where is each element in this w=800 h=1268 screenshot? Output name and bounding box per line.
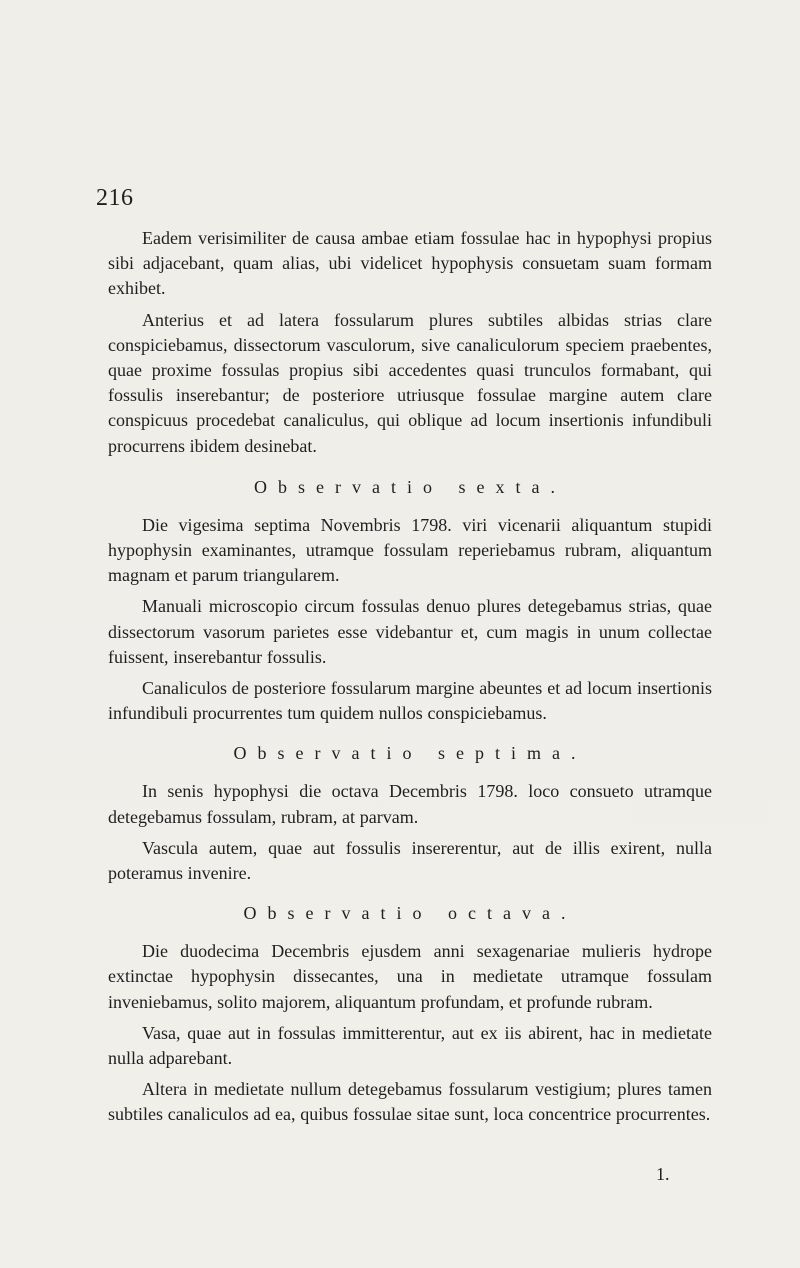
paragraph-5: Canaliculos de posteriore fossularum margine abeuntes et ad locum insertionis infundibuli procurrentes tum quidem nullos conspiciebamus. — [108, 678, 712, 724]
page-content — [108, 226, 712, 1134]
paragraph-1: Eadem verisimiliter de causa ambae etiam fossulae hac in hypophysi propius sibi adjacebant, quam alias, ubi videlicet hypophysis consuetam suam formam exhibet. — [108, 228, 712, 299]
page-number: 216 — [96, 185, 134, 211]
section-title-observatio-septima: Observatio septima. — [233, 743, 587, 764]
paragraph-8: Die duodecima Decembris ejusdem anni sexagenariae mulieris hydrope extinctae hypophysin dissecantes, una in medietate utramque fossulam inveniebamus, solito majorem, aliquantum profundam, et profunde rubram. — [108, 941, 712, 1012]
paragraph-10: Altera in medietate nullum detegebamus fossularum vestigium; plures tamen subtiles canaliculos ad ea, quibus fossulae sitae sunt, loca concentrice procurrentes. — [108, 1079, 712, 1125]
section-title-observatio-sexta: Observatio sexta. — [254, 476, 566, 497]
paragraph-2: Anterius et ad latera fossularum plures subtiles albidas strias clare conspiciebamus, dissectorum vasculorum, sive canaliculorum speciem praebentes, quae proxime fossulas propius sibi accedentes quasi trunculos formabant, qui fossulis inserebantur; de posteriore utriusque fossulae margine autem clare conspicuus procedebat canaliculus, qui oblique ad locum insertionis infundibuli procurrens ibidem desinebat. — [108, 309, 712, 456]
paragraph-7: Vascula autem, quae aut fossulis insererentur, aut de illis exirent, nulla poteramus invenire. — [108, 837, 712, 884]
paragraph-4: Manuali microscopio circum fossulas denuo plures detegebamus strias, quae dissectorum vasorum parietes esse videbantur et, cum magis in unum collectae fuissent, inserebantur fossulis. — [108, 596, 712, 667]
trailing-mark: 1. — [656, 1164, 670, 1184]
paragraph-3: Die vigesima septima Novembris 1798. viri vicenarii aliquantum stupidi hypophysin examinantes, utramque fossulam reperiebamus rubram, aliquantum magnam et parum triangularem. — [108, 514, 712, 586]
section-title-observatio-octava: Observatio octava. — [243, 903, 577, 924]
paragraph-9: Vasa, quae aut in fossulas immitterentur, aut ex iis abirent, hac in medietate nulla adparebant. — [108, 1022, 712, 1069]
paragraph-6: In senis hypophysi die octava Decembris 1798. loco consueto utramque detegebamus fossulam, rubram, at parvam. — [108, 781, 712, 827]
